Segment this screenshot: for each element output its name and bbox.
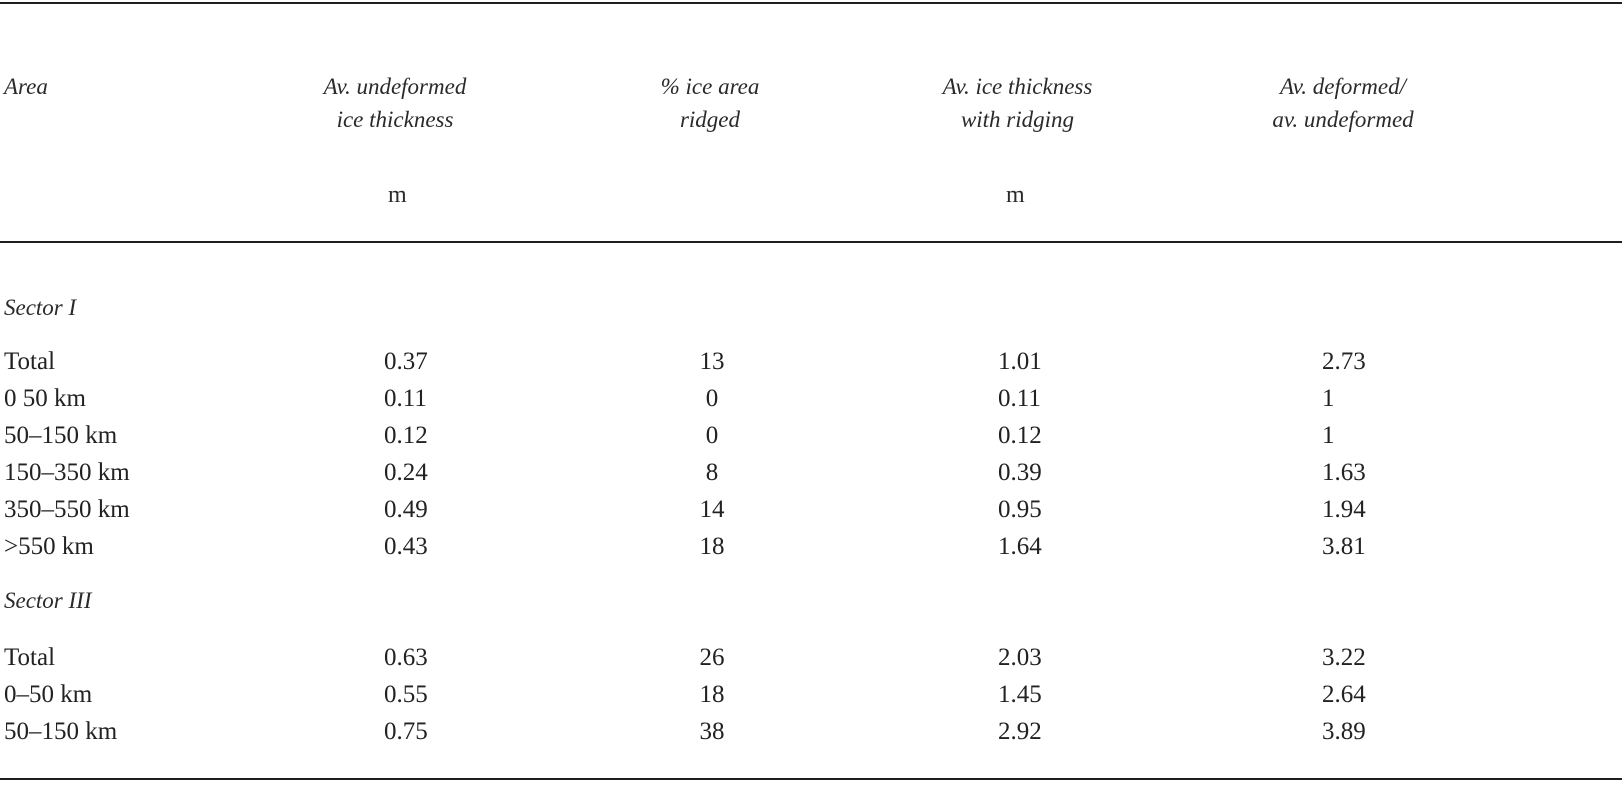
header-line: ridged [679,107,741,132]
header-rule [0,241,1622,243]
table-row [0,381,1622,417]
header-line: with ridging [960,107,1075,132]
sector-label: Sector I [4,295,77,320]
cell-area: 0–50 km [4,681,93,708]
cell-undeformed: 0.37 [384,348,428,375]
table-row [0,529,1622,565]
cell-area: 150–350 km [4,459,130,486]
top-rule [0,2,1622,4]
cell-undeformed: 0.11 [384,385,427,412]
cell-pct-ridged: 18 [699,533,725,560]
cell-ratio: 2.73 [1322,348,1366,375]
header-line: % ice area [660,74,760,99]
unit-undeformed: m [388,182,407,208]
cell-undeformed: 0.55 [384,681,428,708]
cell-with-ridging: 0.95 [998,496,1042,523]
cell-pct-ridged: 14 [699,496,725,523]
cell-pct-ridged: 26 [699,644,725,671]
cell-pct-ridged: 18 [699,681,725,708]
cell-ratio: 3.22 [1322,644,1366,671]
cell-undeformed: 0.12 [384,422,428,449]
header-line: Av. undeformed [323,74,467,99]
cell-ratio: 3.81 [1322,533,1366,560]
cell-undeformed: 0.75 [384,718,428,745]
unit-with-ridging: m [1006,182,1025,208]
cell-with-ridging: 0.11 [998,385,1041,412]
cell-ratio: 1.94 [1322,496,1366,523]
cell-area: Total [4,644,56,671]
header-undeformed-thickness [280,70,510,136]
table-row [0,677,1622,713]
cell-area: 0 50 km [4,385,86,412]
cell-undeformed: 0.43 [384,533,428,560]
table-row [0,640,1622,676]
header-line: Av. ice thickness [942,74,1093,99]
cell-with-ridging: 1.45 [998,681,1042,708]
cell-ratio: 3.89 [1322,718,1366,745]
cell-ratio: 1.63 [1322,459,1366,486]
sector-label: Sector III [4,588,92,613]
bottom-rule [0,778,1622,780]
cell-with-ridging: 1.64 [998,533,1042,560]
table-row [0,492,1622,528]
header-pct-ridged [600,70,820,136]
cell-ratio: 1 [1322,385,1335,412]
cell-pct-ridged: 0 [705,385,719,412]
cell-with-ridging: 0.12 [998,422,1042,449]
cell-undeformed: 0.49 [384,496,428,523]
cell-with-ridging: 0.39 [998,459,1042,486]
cell-undeformed: 0.24 [384,459,428,486]
cell-area: 50–150 km [4,422,118,449]
header-area: Area [4,74,48,99]
table-row [0,455,1622,491]
table-row [0,344,1622,380]
cell-ratio: 1 [1322,422,1335,449]
header-deformed-ratio [1228,70,1458,136]
cell-pct-ridged: 8 [705,459,719,486]
table-row [0,714,1622,750]
cell-area: 50–150 km [4,718,118,745]
cell-with-ridging: 2.92 [998,718,1042,745]
cell-undeformed: 0.63 [384,644,428,671]
cell-area: Total [4,348,56,375]
cell-pct-ridged: 0 [705,422,719,449]
table-row [0,418,1622,454]
header-line: av. undeformed [1272,107,1414,132]
cell-area: >550 km [4,533,94,560]
header-line: ice thickness [336,107,454,132]
cell-ratio: 2.64 [1322,681,1366,708]
cell-pct-ridged: 13 [699,348,725,375]
header-thickness-with-ridging [895,70,1140,136]
cell-pct-ridged: 38 [699,718,725,745]
cell-with-ridging: 2.03 [998,644,1042,671]
header-line: Av. deformed/ [1279,74,1407,99]
cell-area: 350–550 km [4,496,130,523]
cell-with-ridging: 1.01 [998,348,1042,375]
